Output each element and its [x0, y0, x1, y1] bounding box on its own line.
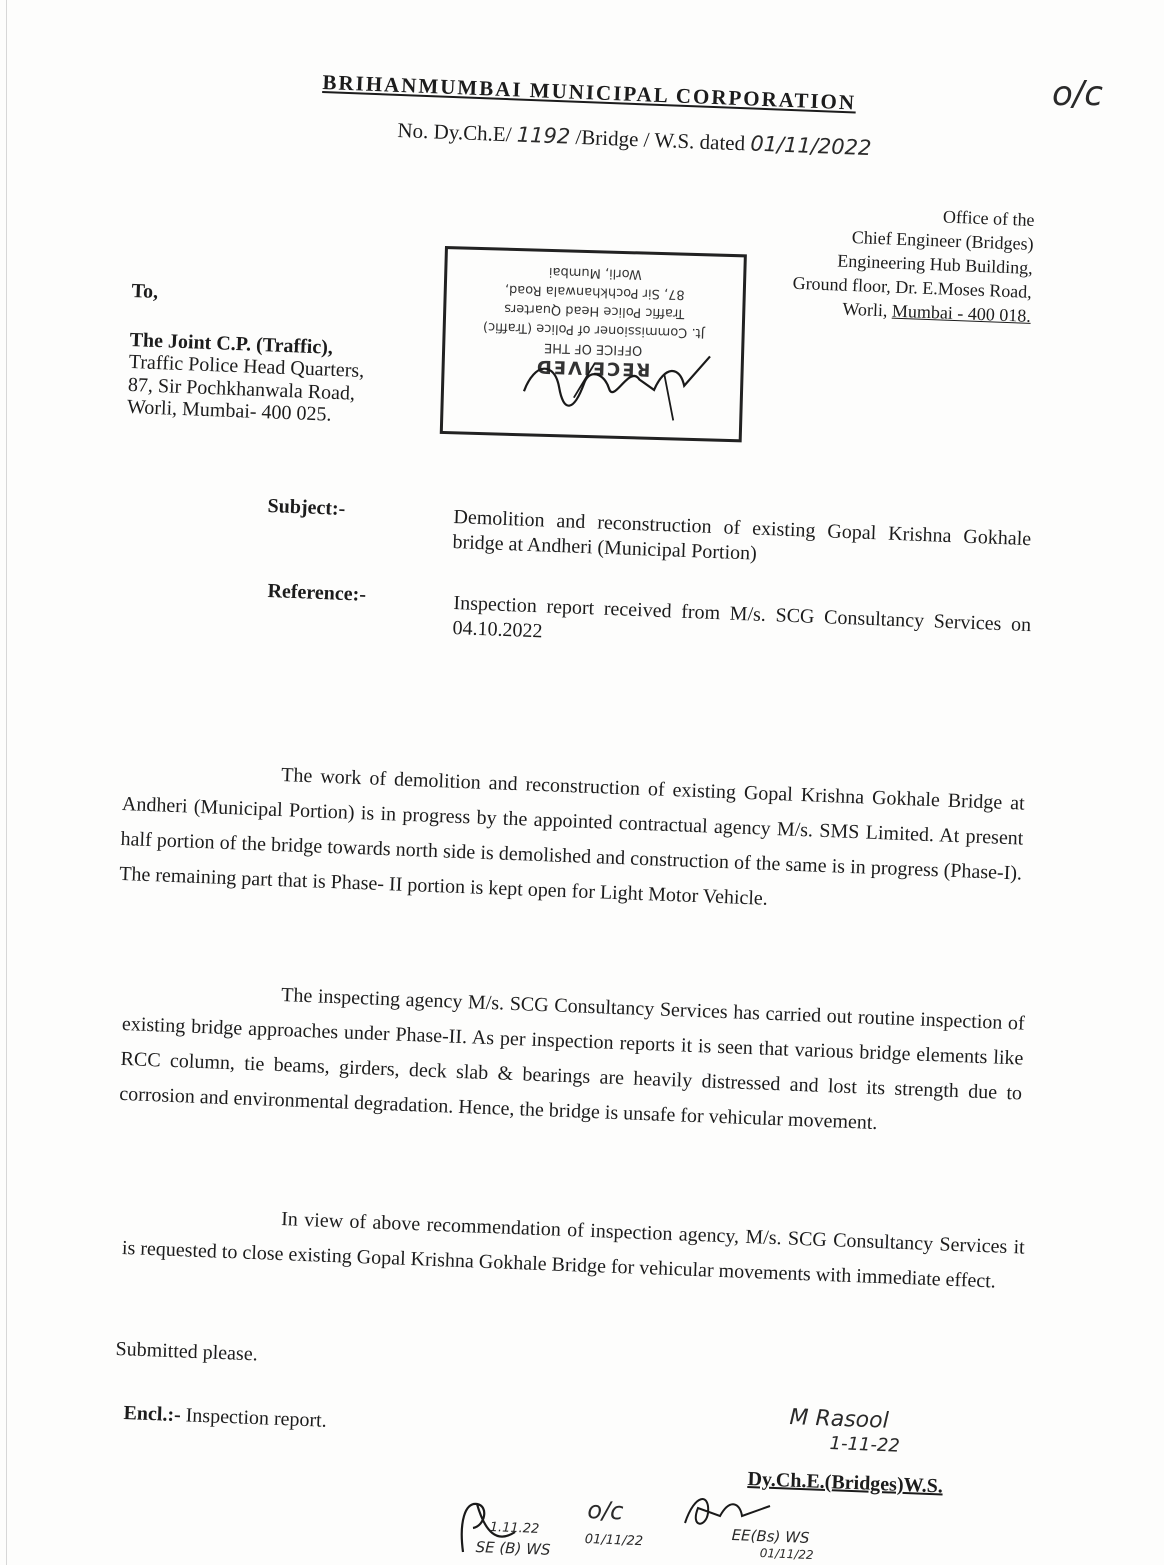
paragraph-text: In view of above recommendation of inspection agency, M/s. SCG Consultancy Services it is requested to close existing Gopal Krishna Gokhale Bridge for vehicular movements with immediate effect.: [121, 1208, 1026, 1293]
initial-3-date: 01/11/22: [759, 1546, 814, 1563]
initial-2-date: 01/11/22: [584, 1532, 644, 1550]
office-line: Engineering Hub Building,: [836, 250, 1034, 278]
letter-number-prefix: No. Dy.Ch.E/: [397, 118, 513, 147]
enclosure-label: Encl.:-: [123, 1402, 182, 1427]
organization-heading: BRIHANMUMBAI MUNICIPAL CORPORATION: [322, 70, 857, 115]
stamp-received: RECEIVED: [534, 355, 651, 380]
initial-1-designation: SE (B) WS: [475, 1538, 551, 1559]
signatory-handwritten-date: 1-11-22: [829, 1433, 901, 1457]
received-stamp: [440, 246, 747, 442]
subject-label: Subject:-: [267, 495, 346, 520]
reference-label: Reference:-: [267, 580, 367, 606]
paragraph-text: The work of demolition and reconstruction of existing Gopal Krishna Gokhale Bridge at Andheri (Municipal Portion) is in progress by the appointed contractual agency M/s. SMS Limited. At present half portion of the bridge towards north side is demolished and construction of the same is in progress (Phase-I). The remaining part that is Phase- II portion is kept open for Light Motor Vehicle.: [118, 764, 1026, 910]
office-line: Chief Engineer (Bridges): [851, 226, 1035, 254]
office-city: Worli,: [842, 298, 893, 321]
address-line: Traffic Police Head Quarters,: [128, 350, 365, 382]
office-line: Office of the: [942, 206, 1035, 230]
letter-number: [397, 118, 872, 161]
paragraph-text: The inspecting agency M/s. SCG Consultancy Services has carried out routine inspection of existing bridge approaches under Phase-II. As per inspection reports it is seen that various bridge elements like RCC column, tie beams, girders, deck slab & bearings are heavily distressed and lost its strength due to corrosion and environmental degradation. Hence, the bridge is unsafe for vehicular movement.: [118, 984, 1026, 1135]
initial-3-designation: EE(Bs) WS: [731, 1526, 810, 1547]
stamp-office: OFFICE OF THE: [543, 339, 643, 358]
address-line: 87, Sir Pochkhanwala Road,: [127, 373, 356, 405]
stamp-address: 87, Sir Pochkhanwala Road,: [504, 281, 685, 302]
closing-line: Submitted please.: [115, 1338, 259, 1366]
body-paragraph-3: [121, 1196, 1025, 1301]
enclosure-line: [123, 1402, 327, 1433]
letter-date-handwritten: 01/11/2022: [749, 131, 872, 161]
letter-number-handwritten: 1192: [516, 122, 571, 149]
body-paragraph-2: [119, 972, 1026, 1147]
stamp-authority: Jt. Commissioner of Police (Traffic): [482, 319, 705, 341]
subject-text: Demolition and reconstruction of existing Gopal Krishna Gokhale bridge at Andheri (Municipal Portion): [452, 505, 1032, 565]
reference-text: Inspection report received from M/s. SCG Consultancy Services on 04.10.2022: [452, 591, 1032, 643]
office-pin: Mumbai - 400 018.: [891, 300, 1032, 326]
initial-1-date: 1.11.22: [489, 1520, 540, 1537]
office-line: Ground floor, Dr. E.Moses Road,: [792, 272, 1033, 302]
addressee: The Joint C.P. (Traffic),: [129, 328, 334, 359]
indent: [123, 995, 281, 1001]
stamp-address: Worli, Mumbai: [548, 263, 642, 282]
salutation: To,: [131, 280, 159, 304]
stamp-signature: [513, 341, 715, 427]
indent: [123, 775, 281, 781]
body-paragraph-1: [119, 752, 1026, 927]
letter-number-suffix: /Bridge / W.S. dated: [575, 124, 746, 156]
stamp-address: Traffic Police Head Quarters: [504, 300, 685, 321]
initial-2-note: o/c: [586, 1496, 624, 1526]
office-address: [741, 197, 1035, 328]
address-line: Worli, Mumbai- 400 025.: [126, 395, 332, 426]
signatory-designation: Dy.Ch.E.(Bridges)W.S.: [747, 1468, 944, 1498]
recipient-block: [127, 280, 368, 427]
signatory-handwritten-name: M Rasool: [789, 1405, 890, 1434]
enclosure-text: Inspection report.: [180, 1404, 328, 1432]
corner-note: o/c: [1052, 74, 1103, 114]
indent: [123, 1219, 281, 1225]
